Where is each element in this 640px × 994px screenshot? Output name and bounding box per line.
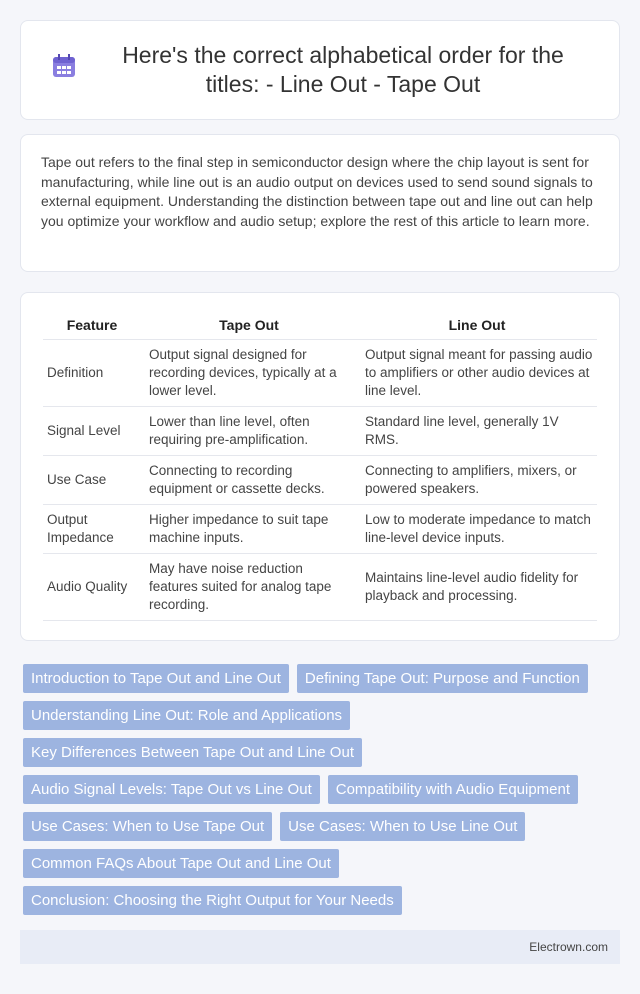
table-row	[43, 456, 597, 505]
table-header-row	[43, 311, 597, 340]
footer	[20, 930, 620, 964]
tag-row	[23, 738, 623, 767]
topic-tag[interactable]: Audio Signal Levels: Tape Out vs Line Out	[23, 775, 320, 804]
table-cell: Maintains line-level audio fidelity for playback and processing.	[357, 554, 597, 621]
table-cell: Low to moderate impedance to match line-level device inputs.	[357, 505, 597, 554]
intro-text: Tape out refers to the final step in semiconductor design where the chip layout is sent for manufacturing, while line out is an audio output on devices used to send sound signals to external equipment. Understanding the distinction between tape out and line out can help you optimize your workflow and audio setup; explore the rest of this article to learn more.	[41, 154, 593, 229]
table-cell: Signal Level	[43, 407, 141, 456]
comparison-table	[43, 311, 597, 621]
title-card	[20, 20, 620, 120]
topic-tag[interactable]: Common FAQs About Tape Out and Line Out	[23, 849, 339, 878]
topic-tag[interactable]: Conclusion: Choosing the Right Output for Your Needs	[23, 886, 402, 915]
intro-card	[20, 134, 620, 272]
table-row	[43, 505, 597, 554]
table-cell: Higher impedance to suit tape machine inputs.	[141, 505, 357, 554]
page-title: Here's the correct alphabetical order for the titles: - Line Out - Tape Out	[122, 42, 564, 97]
table-row	[43, 407, 597, 456]
topic-tag[interactable]: Use Cases: When to Use Tape Out	[23, 812, 272, 841]
topic-tag[interactable]: Defining Tape Out: Purpose and Function	[297, 664, 588, 693]
column-header: Tape Out	[141, 311, 357, 340]
topic-tag[interactable]: Use Cases: When to Use Line Out	[280, 812, 525, 841]
table-cell: Standard line level, generally 1V RMS.	[357, 407, 597, 456]
column-header: Line Out	[357, 311, 597, 340]
table-row	[43, 554, 597, 621]
calendar-icon	[51, 53, 77, 79]
footer-brand[interactable]: Electrown.com	[529, 940, 608, 954]
comparison-table-card	[20, 292, 620, 641]
topic-tags	[23, 664, 623, 923]
topic-tag[interactable]: Introduction to Tape Out and Line Out	[23, 664, 289, 693]
table-cell: Use Case	[43, 456, 141, 505]
tag-row	[23, 775, 623, 804]
topic-tag[interactable]: Understanding Line Out: Role and Applications	[23, 701, 350, 730]
table-cell: Audio Quality	[43, 554, 141, 621]
tag-row	[23, 664, 623, 693]
table-cell: Connecting to recording equipment or cassette decks.	[141, 456, 357, 505]
tag-row	[23, 701, 623, 730]
column-header: Feature	[43, 311, 141, 340]
table-cell: Definition	[43, 340, 141, 407]
tag-row	[23, 849, 623, 878]
topic-tag[interactable]: Compatibility with Audio Equipment	[328, 775, 578, 804]
table-cell: Lower than line level, often requiring pre-amplification.	[141, 407, 357, 456]
topic-tag[interactable]: Key Differences Between Tape Out and Line Out	[23, 738, 362, 767]
table-cell: Output Impedance	[43, 505, 141, 554]
table-cell: May have noise reduction features suited for analog tape recording.	[141, 554, 357, 621]
table-row	[43, 340, 597, 407]
table-cell: Output signal designed for recording devices, typically at a lower level.	[141, 340, 357, 407]
tag-row	[23, 886, 623, 915]
table-cell: Output signal meant for passing audio to amplifiers or other audio devices at line level.	[357, 340, 597, 407]
table-cell: Connecting to amplifiers, mixers, or powered speakers.	[357, 456, 597, 505]
tag-row	[23, 812, 623, 841]
